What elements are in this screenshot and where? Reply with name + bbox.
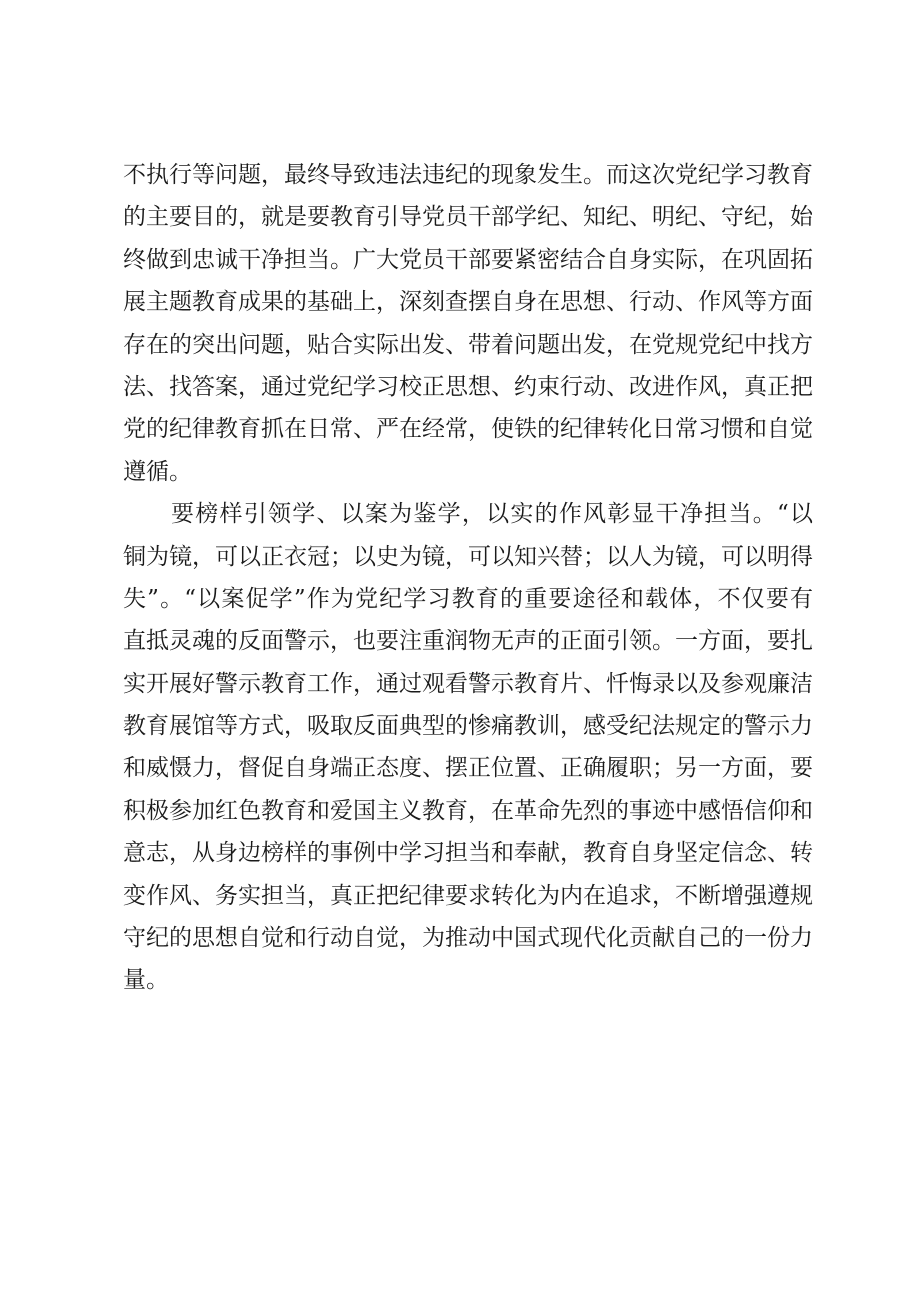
text-line: 铜为镜，可以正衣冠；以史为镜，可以知兴替；以人为镜，可以明得 — [123, 543, 813, 570]
text-line: 实开展好警示教育工作，通过观看警示教育片、忏悔录以及参观廉洁 — [123, 670, 813, 697]
text-line: 存在的突出问题，贴合实际出发、带着问题出发，在党规党纪中找方 — [123, 331, 813, 358]
body-text — [123, 154, 813, 1002]
text-line: 和威慑力，督促自身端正态度、摆正位置、正确履职；另一方面，要 — [123, 755, 813, 782]
text-line: 不执行等问题，最终导致违法违纪的现象发生。而这次党纪学习教育 — [123, 162, 813, 188]
paragraph-1 — [123, 154, 813, 493]
text-line: 直抵灵魂的反面警示，也要注重润物无声的正面引领。一方面，要扎 — [123, 628, 813, 655]
text-line: 守纪的思想自觉和行动自觉，为推动中国式现代化贡献自己的一份力 — [123, 925, 813, 952]
text-line: 量。 — [123, 967, 169, 994]
text-line: 展主题教育成果的基础上，深刻查摆自身在思想、行动、作风等方面 — [123, 289, 813, 316]
text-line: 法、找答案，通过党纪学习校正思想、约束行动、改进作风，真正把 — [123, 373, 813, 400]
text-line: 意志，从身边榜样的事例中学习担当和奉献，教育自身坚定信念、转 — [123, 840, 813, 867]
text-line: 的主要目的，就是要教育引导党员干部学纪、知纪、明纪、守纪，始 — [123, 204, 813, 231]
text-line: 失”。“以案促学”作为党纪学习教育的重要途径和载体，不仅要有 — [123, 585, 813, 612]
text-line: 教育展馆等方式，吸取反面典型的惨痛教训，感受纪法规定的警示力 — [123, 713, 813, 740]
text-line: 积极参加红色教育和爱国主义教育，在革命先烈的事迹中感悟信仰和 — [123, 797, 813, 824]
text-line: 变作风、务实担当，真正把纪律要求转化为内在追求，不断增强遵规 — [123, 882, 813, 909]
paragraph-2 — [123, 493, 813, 1002]
text-line: 要榜样引领学、以案为鉴学，以实的作风彰显干净担当。“以 — [171, 501, 813, 528]
text-line: 遵循。 — [123, 458, 192, 485]
text-line: 终做到忠诚干净担当。广大党员干部要紧密结合自身实际，在巩固拓 — [123, 246, 813, 273]
text-line: 党的纪律教育抓在日常、严在经常，使铁的纪律转化日常习惯和自觉 — [123, 416, 813, 443]
